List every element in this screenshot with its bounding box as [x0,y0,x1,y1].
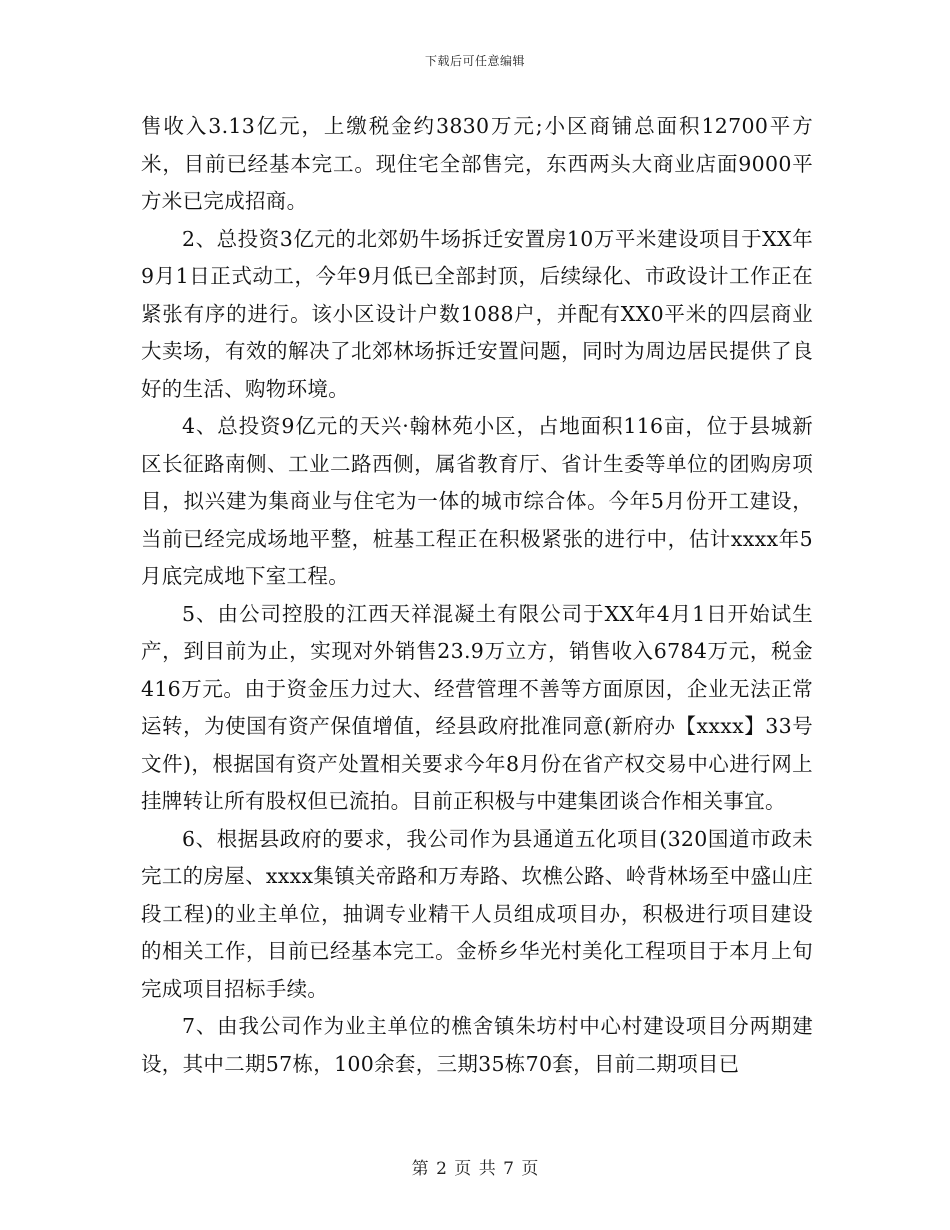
page-footer: 第 2 页 共 7 页 [411,1159,539,1179]
document-body [141,108,813,1083]
page-header: 下载后可任意编辑 [424,54,525,68]
paragraph-item-2: 2、总投资3亿元的北郊奶牛场拆迁安置房10万平米建设项目于XX年9月1日正式动工，今年9月低已全部封顶，后续绿化、市政设计工作正在紧张有序的进行。该小区设计户数1088户，并配有XX0平米的四层商业大卖场，有效的解决了北郊林场拆迁安置问题，同时为周边居民提供了良好的生活、购物环境。 [141,226,813,401]
paragraph-item-5: 5、由公司控股的江西天祥混凝土有限公司于XX年4月1日开始试生产，到目前为止，实现对外销售23.9万立方，销售收入6784万元，税金416万元。由于资金压力过大、经营管理不善等方面原因，企业无法正常运转，为使国有资产保值增值，经县政府批准同意(新府办【xxxx】33号文件)，根据国有资产处置相关要求今年8月份在省产权交易中心进行网上挂牌转让所有股权但已流拍。目前正积极与中建集团谈合作相关事宜。 [141,601,813,813]
paragraph-item-6: 6、根据县政府的要求，我公司作为县通道五化项目(320国道市政未完工的房屋、xxxx集镇关帝路和万寿路、坎樵公路、岭背林场至中盛山庄段工程)的业主单位，抽调专业精干人员组成项目办，积极进行项目建设的相关工作，目前已经基本完工。金桥乡华光村美化工程项目于本月上旬完成项目招标手续。 [141,826,813,1001]
paragraph-continued: 售收入3.13亿元，上缴税金约3830万元;小区商铺总面积12700平方米，目前已经基本完工。现住宅全部售完，东西两头大商业店面9000平方米已完成招商。 [141,114,813,213]
paragraph-item-7: 7、由我公司作为业主单位的樵舍镇朱坊村中心村建设项目分两期建设，其中二期57栋，100余套，三期35栋70套，目前二期项目已 [141,1014,813,1076]
paragraph-item-4: 4、总投资9亿元的天兴·翰林苑小区，占地面积116亩，位于县城新区长征路南侧、工业二路西侧，属省教育厅、省计生委等单位的团购房项目，拟兴建为集商业与住宅为一体的城市综合体。今年5月份开工建设，当前已经完成场地平整，桩基工程正在积极紧张的进行中，估计xxxx年5月底完成地下室工程。 [141,414,813,588]
